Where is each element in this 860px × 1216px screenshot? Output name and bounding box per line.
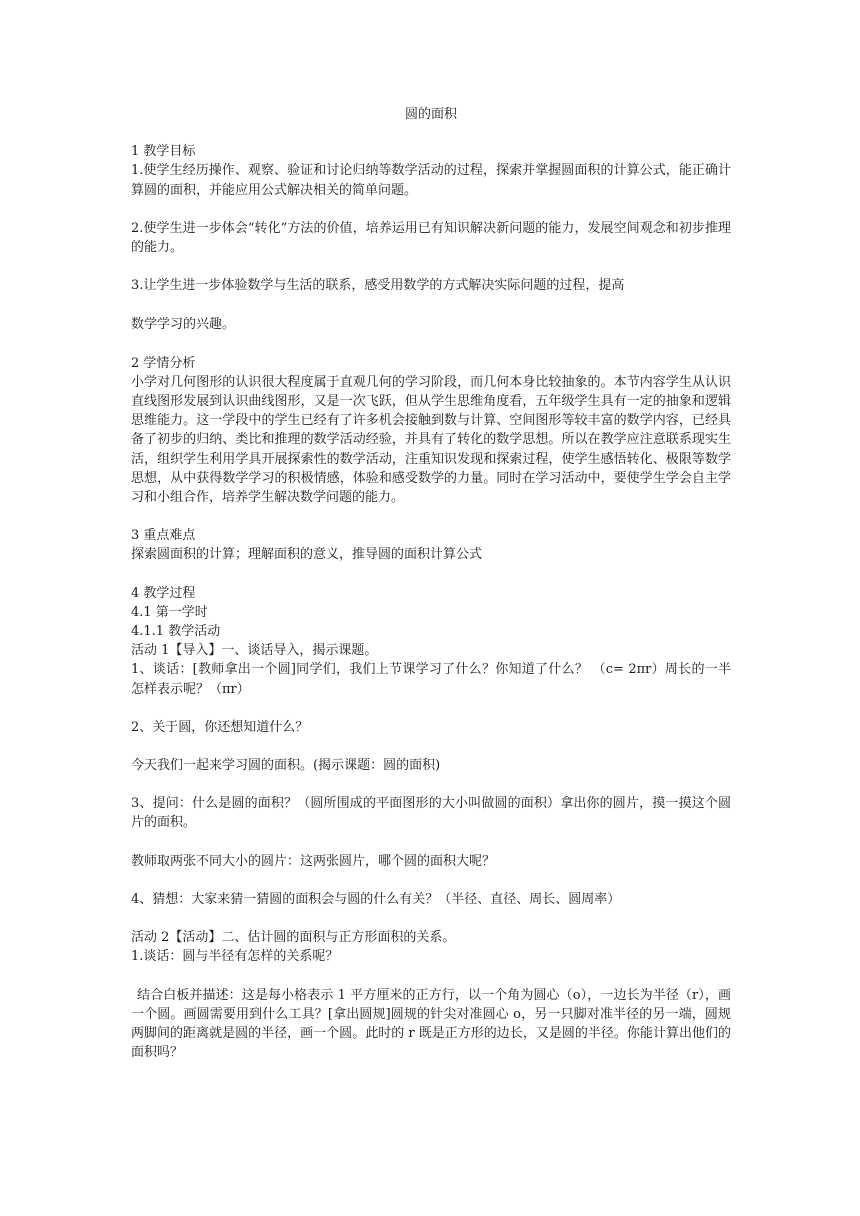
activity-2-description: 结合白板并描述：这是每小格表示 1 平方厘米的正方行，以一个角为圆心（o），一边长为半径（r），画一个圆。画圆需要用到什么工具？[拿出圆规]圆规的针尖对准圆心 o，另一只脚对准半径的另一端，圆规两脚间的距离就是圆的半径，画一个圆。此时的 r 既是正方形的边长，又是圆的半径。你能计算出他们的面积吗？ (131, 987, 731, 1061)
activity-1-compare: 教师取两张不同大小的圆片：这两张圆片，哪个圆的面积大呢？ (131, 853, 496, 869)
subheading-first-lesson: 4.1 第一学时 (131, 604, 208, 620)
activity-1-step-2: 2、关于圆，你还想知道什么？ (131, 719, 309, 735)
objective-1: 1.使学生经历操作、观察、验证和讨论归纳等数学活动的过程，探索并掌握圆面积的计算公式，能正确计算圆的面积，并能应用公式解决相关的简单问题。 (131, 163, 731, 198)
section-heading-analysis: 2 学情分析 (131, 355, 196, 371)
activity-1-heading: 活动 1【导入】一、谈话导入，揭示课题。 (131, 643, 378, 659)
objective-2: 2.使学生进一步体会“转化”方法的价值，培养运用已有知识解决新问题的能力，发展空间观念和初步推理的能力。 (131, 220, 731, 256)
section-heading-objectives: 1 教学目标 (131, 144, 196, 160)
activity-1-step-4: 4、猜想：大家来猜一猜圆的面积会与圆的什么有关？（半径、直径、周长、圆周率） (131, 891, 621, 907)
document-page (131, 105, 731, 1062)
activity-1-step-3: 3、提问：什么是圆的面积？（圆所围成的平面图形的大小叫做圆的面积）拿出你的圆片，摸一摸这个圆片的面积。 (131, 796, 731, 831)
activity-2-heading: 活动 2【活动】二、估计圆的面积与正方形面积的关系。 (131, 930, 456, 946)
section-heading-key-points: 3 重点难点 (131, 528, 196, 544)
key-points-paragraph: 探索圆面积的计算；理解面积的意义，推导圆的面积计算公式 (131, 547, 483, 563)
subheading-teaching-activity: 4.1.1 教学活动 (131, 624, 221, 640)
section-heading-process: 4 教学过程 (131, 585, 196, 601)
document-title: 圆的面积 (404, 107, 457, 122)
analysis-paragraph: 小学对几何图形的认识很大程度属于直观几何的学习阶段，而几何本身比较抽象的。本节内容学生从认识直线图形发展到认识曲线图形，又是一次飞跃，但从学生思维角度看，五年级学生具有一定的抽象和逻辑思维能力。这一学段中的学生已经有了许多机会接触到数与计算、空间图形等较丰富的数学内容，已经具备了初步的归纳、类比和推理的数学活动经验，并具有了转化的数学思想。所以在教学应注意联系现实生活，组织学生利用学具开展探索性的数学活动，注重知识发现和探索过程，使学生感悟转化、极限等数学思想，从中获得数学学习的积极情感，体验和感受数学的力量。同时在学习活动中，要使学生学会自主学习和小组合作，培养学生解决数学问题的能力。 (131, 374, 731, 506)
activity-1-step-1: 1、谈话：[教师拿出一个圆]同学们，我们上节课学习了什么？你知道了什么？ （c= 2πr）周长的一半怎样表示呢？（πr） (131, 662, 731, 697)
objective-3-continued: 数学学习的兴趣。 (131, 317, 236, 333)
objective-3: 3.让学生进一步体验数学与生活的联系，感受用数学的方式解决实际问题的过程，提高 (131, 278, 625, 294)
activity-1-topic: 今天我们一起来学习圆的面积。(揭示课题：圆的面积) (131, 758, 441, 774)
activity-2-step-1: 1.谈话：圆与半径有怎样的关系呢？ (131, 949, 339, 965)
